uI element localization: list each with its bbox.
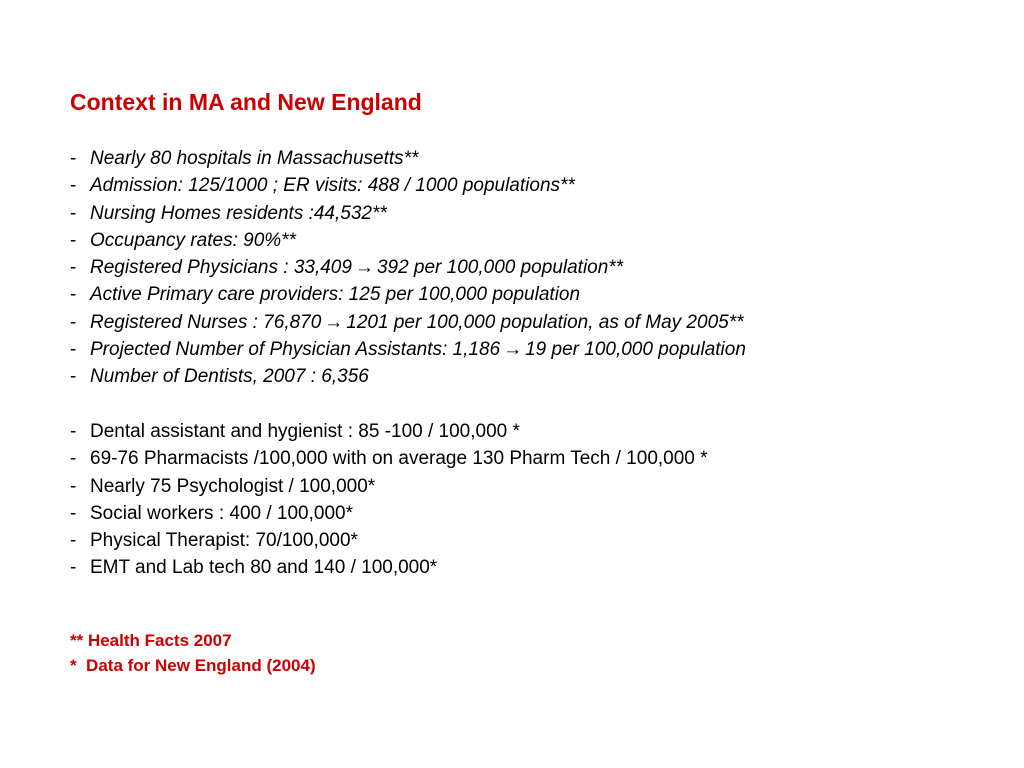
item-text: Projected Number of Physician Assistants: 1,186 [90, 339, 501, 361]
dash: - [70, 557, 77, 579]
dash: - [70, 448, 77, 470]
arrow-right-icon: → [354, 257, 374, 279]
list-item [70, 445, 708, 472]
dash: - [70, 530, 77, 552]
list-item [70, 254, 746, 281]
dash: - [70, 475, 77, 497]
item-text: Occupancy rates: 90%** [90, 229, 296, 251]
item-text: Social workers : 400 / 100,000* [90, 502, 353, 524]
item-text: Nursing Homes residents :44,532** [90, 202, 387, 224]
arrow-right-icon: → [503, 339, 523, 361]
dash: - [70, 175, 77, 197]
list-item [70, 281, 746, 308]
item-text: Nearly 80 hospitals in Massachusetts** [90, 148, 419, 169]
dash: - [70, 366, 77, 388]
list-item [70, 172, 746, 199]
item-text: Nearly 75 Psychologist / 100,000* [90, 475, 376, 497]
arrow-right-icon: → [324, 311, 344, 333]
footnotes [70, 628, 316, 678]
item-text: 392 per 100,000 population** [376, 257, 624, 279]
item-text: Physical Therapist: 70/100,000* [90, 530, 358, 552]
footnote-new-england: * Data for New England (2004) [70, 656, 316, 675]
list-item [70, 227, 746, 254]
item-text: EMT and Lab tech 80 and 140 / 100,000* [90, 557, 438, 579]
list-item [70, 418, 708, 445]
dash: - [70, 421, 77, 442]
list-item [70, 527, 708, 554]
list-item [70, 473, 708, 500]
item-text: 19 per 100,000 population [525, 339, 746, 361]
item-text: Admission: 125/1000 ; ER visits: 488 / 1000 populations** [90, 175, 575, 197]
dash: - [70, 284, 77, 306]
dash: - [70, 339, 77, 361]
dash: - [70, 202, 77, 224]
dash: - [70, 148, 77, 169]
list-item [70, 500, 708, 527]
item-text: Active Primary care providers: 125 per 100,000 population [90, 284, 581, 306]
item-text: Registered Physicians : 33,409 [90, 257, 352, 279]
item-text: 69-76 Pharmacists /100,000 with on average 130 Pharm Tech / 100,000 * [90, 448, 708, 470]
list-item [70, 309, 746, 336]
list-item [70, 145, 746, 172]
list-item [70, 336, 746, 363]
item-text: Registered Nurses : 76,870 [90, 311, 322, 333]
dash: - [70, 257, 77, 279]
dash: - [70, 502, 77, 524]
item-text: 1201 per 100,000 population, as of May 2005** [346, 311, 744, 333]
ma-facts-list [70, 145, 746, 391]
page-title: Context in MA and New England [70, 89, 422, 115]
list-item [70, 554, 708, 581]
item-text: Number of Dentists, 2007 : 6,356 [90, 366, 369, 388]
list-item [70, 200, 746, 227]
dash: - [70, 311, 77, 333]
dash: - [70, 229, 77, 251]
list-item [70, 363, 746, 390]
footnote-health-facts: ** Health Facts 2007 [70, 631, 232, 650]
ne-facts-list [70, 418, 708, 582]
item-text: Dental assistant and hygienist : 85 -100 / 100,000 * [90, 421, 520, 442]
